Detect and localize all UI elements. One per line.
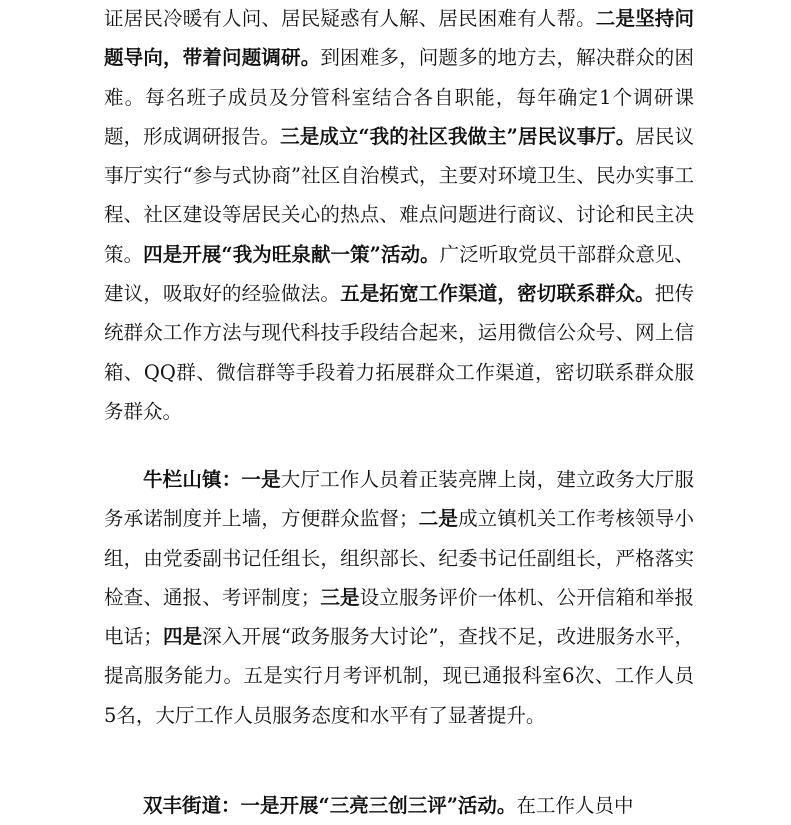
text-segment: 深入开展“政务服务大讨论”，查找不足，改进服务水平，提高服务能力。五是实行月考评机制，现已通报科室6次、工作人员5名，大厅工作人员服务态度和水平有了显著提升。 bbox=[104, 625, 694, 727]
paragraph-shuangfeng-street bbox=[104, 786, 694, 825]
text-segment: 证居民冷暖有人问、居民疑惑有人解、居民困难有人帮。 bbox=[104, 7, 596, 30]
bold-heading-segment: 双丰街道：一是开展“三亮三创三评”活动。 bbox=[143, 794, 517, 817]
paragraph-wangquan-measures bbox=[104, 0, 694, 431]
bold-heading-segment: 三是 bbox=[320, 585, 360, 609]
bold-heading-segment: 二是 bbox=[418, 507, 459, 531]
text-segment: 成立镇机关工作考核领导小组，由党委副书记任组长，组织部长、纪委书记任副组长，严格落实检查、通报、考评制度； bbox=[104, 507, 694, 609]
text-segment: 设立服务评价一体机、公开信箱和举报电话； bbox=[104, 585, 694, 649]
bold-heading-segment: 二是坚持问题导向，带着问题调研。 bbox=[104, 7, 694, 70]
bold-heading-segment: 四是开展“我为旺泉献一策”活动。 bbox=[143, 242, 440, 266]
paragraph-niulanshan-town bbox=[104, 460, 694, 735]
bold-heading-segment: 牛栏山镇：一是 bbox=[143, 468, 281, 491]
text-segment: 在工作人员中 bbox=[516, 794, 634, 817]
bold-heading-segment: 三是成立“我的社区我做主”居民议事厅。 bbox=[280, 124, 636, 148]
text-segment: 到困难多，问题多的地方去，解决群众的困难。每名班子成员及分管科室结合各自职能，每年确定1个调研课题，形成调研报告。 bbox=[104, 46, 694, 148]
text-segment: 把传统群众工作方法与现代科技手段结合起来，运用微信公众号、网上信箱、QQ群、微信群等手段着力拓展群众工作渠道，密切联系群众服务群众。 bbox=[104, 282, 694, 423]
text-segment: 广泛听取党员干部群众意见、建议，吸取好的经验做法。 bbox=[104, 242, 694, 306]
bold-heading-segment: 四是 bbox=[162, 625, 203, 649]
text-segment: 居民议事厅实行“参与式协商”社区自治模式，主要对环境卫生、民办实事工程、社区建设等居民关心的热点、难点问题进行商议、讨论和民主决策。 bbox=[104, 124, 694, 266]
text-segment: 大厅工作人员着正装亮牌上岗，建立政务大厅服务承诺制度并上墙，方便群众监督； bbox=[104, 468, 694, 531]
bold-heading-segment: 五是拓宽工作渠道，密切联系群众。 bbox=[340, 282, 655, 306]
